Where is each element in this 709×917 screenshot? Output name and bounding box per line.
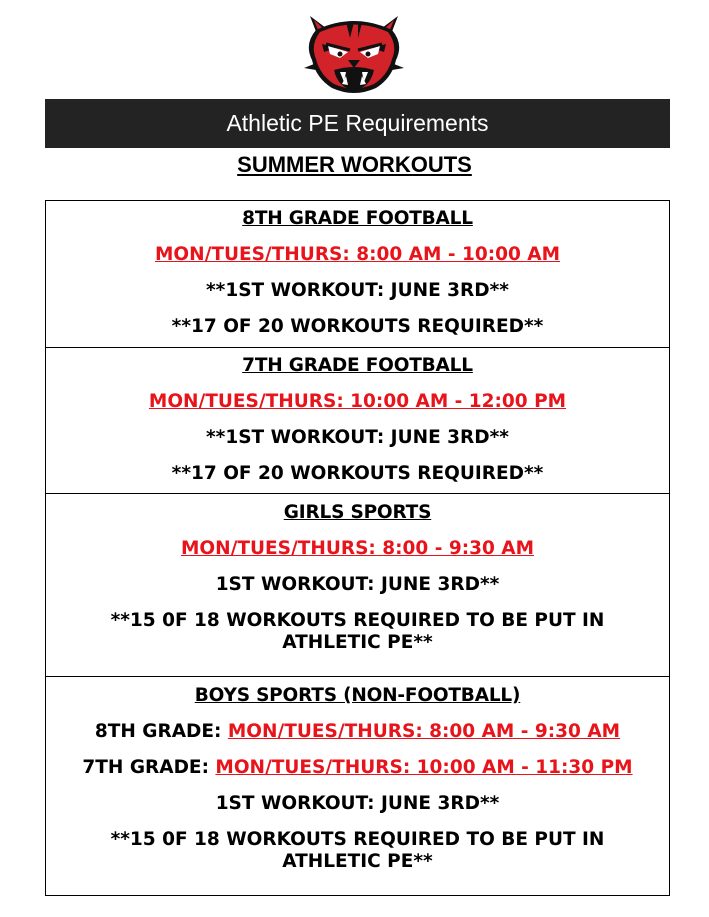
schedule-text: MON/TUES/THURS: 10:00 AM - 11:30 PM <box>215 757 633 778</box>
required-text: **17 OF 20 WORKOUTS REQUIRED** <box>171 316 544 337</box>
grade8-schedule-row <box>46 721 669 743</box>
first-workout-text: 1ST WORKOUT: JUNE 3RD** <box>215 574 500 595</box>
section-heading: GIRLS SPORTS <box>283 502 432 523</box>
section-8th-grade-football <box>46 201 669 348</box>
first-workout-text: **1ST WORKOUT: JUNE 3RD** <box>206 280 509 301</box>
schedule-text: MON/TUES/THURS: 8:00 AM - 10:00 AM <box>154 244 561 265</box>
section-heading: 7TH GRADE FOOTBALL <box>242 355 473 376</box>
section-heading: 8TH GRADE FOOTBALL <box>242 208 473 229</box>
page-title: Athletic PE Requirements <box>226 110 489 136</box>
section-girls-sports <box>46 494 669 677</box>
grade7-schedule-row <box>46 757 669 779</box>
wildcat-mascot-icon <box>296 8 412 94</box>
first-workout-text: 1ST WORKOUT: JUNE 3RD** <box>215 793 500 814</box>
section-boys-sports <box>46 677 669 895</box>
page-title-banner <box>45 99 670 148</box>
grade-label: 8TH GRADE: <box>94 721 228 742</box>
page-subtitle: SUMMER WORKOUTS <box>237 152 472 177</box>
required-text: **15 0F 18 WORKOUTS REQUIRED TO BE PUT IN ATHLETIC PE** <box>110 610 605 653</box>
schedule-text: MON/TUES/THURS: 8:00 AM - 9:30 AM <box>227 721 621 742</box>
schedule-text: MON/TUES/THURS: 10:00 AM - 12:00 PM <box>148 391 567 412</box>
required-text: **17 OF 20 WORKOUTS REQUIRED** <box>171 463 544 484</box>
schedule-table <box>45 200 670 896</box>
first-workout-text: **1ST WORKOUT: JUNE 3RD** <box>206 427 509 448</box>
section-heading: BOYS SPORTS (NON-FOOTBALL) <box>194 685 521 706</box>
required-text: **15 0F 18 WORKOUTS REQUIRED TO BE PUT IN ATHLETIC PE** <box>110 829 605 872</box>
section-7th-grade-football <box>46 348 669 494</box>
grade-label: 7TH GRADE: <box>82 757 216 778</box>
schedule-text: MON/TUES/THURS: 8:00 - 9:30 AM <box>180 538 535 559</box>
